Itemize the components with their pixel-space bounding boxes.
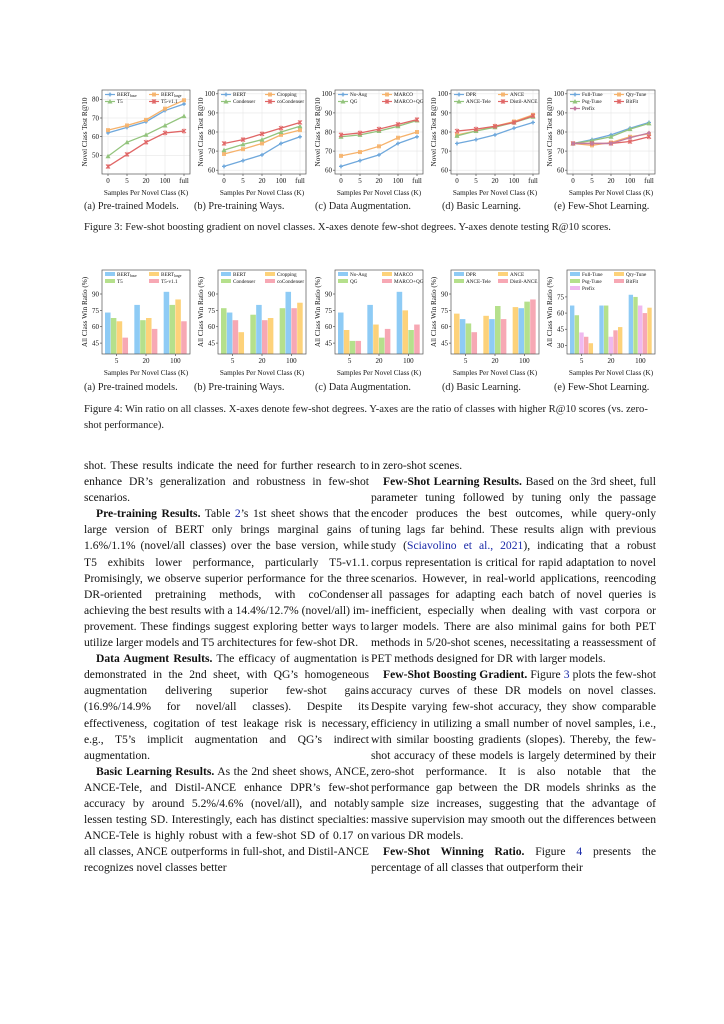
svg-text:Novel Class Test R@10: Novel Class Test R@10 (313, 97, 322, 167)
subcaption-4c: (c) Data Augmentation. (315, 382, 411, 393)
svg-text:75: 75 (208, 306, 216, 315)
svg-text:20: 20 (142, 177, 150, 185)
svg-text:75: 75 (440, 306, 448, 315)
svg-text:60: 60 (440, 166, 448, 175)
paragraph: Few-Shot Winning Ratio. Figure 4 presents the percentage of all classes that outperform their (371, 845, 656, 875)
svg-text:Samples Per Novel Class (K): Samples Per Novel Class (K) (220, 369, 305, 377)
paragraph-heading: Pre-training Results. (96, 507, 201, 521)
svg-text:100: 100 (286, 357, 297, 365)
svg-text:20: 20 (375, 357, 382, 365)
svg-text:20: 20 (142, 357, 150, 365)
fig4d-svg (429, 266, 544, 378)
svg-text:BERTbase: BERTbase (117, 92, 137, 98)
svg-text:BERT: BERT (233, 272, 247, 278)
paragraph-heading: Basic Learning Results. (96, 764, 215, 778)
fig3a-svg (80, 86, 195, 198)
figure-3b-chart (196, 86, 311, 198)
svg-text:100: 100 (204, 90, 216, 99)
svg-text:Full-Tune: Full-Tune (582, 92, 603, 98)
svg-text:full: full (295, 177, 306, 185)
svg-text:45: 45 (557, 325, 564, 334)
svg-text:Full-Tune: Full-Tune (582, 272, 603, 278)
svg-text:100: 100 (553, 90, 564, 99)
fig3e-svg (545, 86, 660, 198)
svg-text:5: 5 (474, 177, 478, 185)
svg-text:20: 20 (258, 177, 266, 185)
svg-text:Samples Per Novel Class (K): Samples Per Novel Class (K) (103, 189, 189, 197)
svg-text:5: 5 (579, 357, 584, 365)
svg-text:100: 100 (624, 177, 636, 185)
svg-text:coCondenser: coCondenser (277, 279, 305, 285)
subcaption-4a: (a) Pre-trained models. (84, 382, 178, 393)
svg-text:0: 0 (571, 177, 575, 185)
paragraph: Data Augment Results. The efficacy of augmentation is demonstrated in the 2nd sheet, with QG’s homogeneous augmentation delivering superior few-shot gains (16.9%/14.9% for novel/all classes). Despite its effectiveness, cogitation of test leakage risk is necessary, e.g., T5’s implicit augmentation and QG’s indirect augmentation. (84, 652, 369, 762)
figure-4-subcaptions (84, 382, 664, 393)
svg-text:Samples Per Novel Class (K): Samples Per Novel Class (K) (103, 369, 189, 377)
svg-text:Cropping: Cropping (277, 272, 297, 278)
svg-text:100: 100 (508, 177, 519, 185)
svg-text:100: 100 (402, 357, 414, 365)
figure-3a-chart (80, 86, 195, 198)
svg-text:0: 0 (106, 177, 110, 185)
svg-text:Samples Per Novel Class (K): Samples Per Novel Class (K) (568, 369, 654, 377)
svg-text:Prefix: Prefix (582, 286, 595, 292)
paragraph-heading: Few-Shot Winning Ratio. (383, 845, 525, 859)
svg-text:All Class Win Ratio (%): All Class Win Ratio (%) (313, 276, 322, 348)
subcaption-3a: (a) Pre-trained Models. (84, 201, 179, 212)
fig4b-svg (196, 266, 311, 378)
svg-text:No-Aug: No-Aug (349, 272, 367, 278)
svg-text:QG: QG (349, 99, 357, 105)
svg-text:5: 5 (241, 177, 245, 185)
svg-text:90: 90 (324, 290, 332, 299)
figure-4b-chart (196, 266, 311, 378)
figure-4-caption: Figure 4: Win ratio on all classes. X-axes denote few-shot degrees. Y-axes are the ratio of classes with higher R@10 scores (vs. zero-shot performance). (84, 404, 648, 431)
svg-text:70: 70 (208, 147, 216, 156)
paragraph-heading: Few-Shot Learning Results. (383, 475, 522, 489)
svg-text:Samples Per Novel Class (K): Samples Per Novel Class (K) (452, 189, 537, 197)
svg-text:BitFit: BitFit (626, 279, 639, 285)
svg-text:Novel Class Test R@10: Novel Class Test R@10 (81, 97, 89, 167)
svg-text:ANCE: ANCE (509, 92, 524, 98)
paragraph: Pre-training Results. Table 2’s 1st sheet shows that the large version of BERT only brings marginal gains of 1.6%/1.1% (novel/all classes) over the base version, while T5 exhibits lower performance, particularly T5-v1.1. Promisingly, we observe superior performance for the three DR-oriented pretraining methods, with coCondenser achieving the best results with a 14.4%/12.7% (novel/all) improvement. These findings suggest exploring better ways to utilize larger models and T5 architectures for few-shot DR. (84, 507, 369, 650)
svg-text:5: 5 (114, 357, 119, 365)
svg-text:Condenser: Condenser (233, 99, 256, 105)
svg-text:60: 60 (208, 166, 216, 175)
svg-text:70: 70 (92, 114, 99, 123)
paragraph-heading: Few-Shot Boosting Gradient. (383, 668, 528, 682)
svg-text:Distil-ANCE: Distil-ANCE (509, 99, 538, 105)
svg-text:BERTlarge: BERTlarge (161, 92, 182, 98)
svg-text:Novel Class Test R@10: Novel Class Test R@10 (429, 97, 438, 167)
svg-text:T5: T5 (117, 99, 123, 105)
svg-text:Condenser: Condenser (233, 279, 256, 285)
svg-text:5: 5 (125, 177, 129, 185)
svg-text:20: 20 (607, 177, 615, 185)
svg-text:MARCO: MARCO (393, 92, 413, 98)
svg-text:100: 100 (321, 90, 332, 99)
svg-text:full: full (179, 177, 189, 185)
svg-text:20: 20 (258, 357, 266, 365)
fig3b-svg (196, 86, 311, 198)
svg-text:20: 20 (491, 177, 499, 185)
svg-text:Novel Class Test R@10: Novel Class Test R@10 (197, 97, 206, 167)
svg-text:MARCO+QG: MARCO+QG (393, 279, 423, 285)
svg-text:Samples Per Novel Class (K): Samples Per Novel Class (K) (336, 369, 421, 377)
svg-text:100: 100 (635, 357, 646, 365)
svg-text:100: 100 (159, 177, 171, 185)
svg-text:60: 60 (557, 166, 564, 175)
figure-4a-chart (80, 266, 195, 378)
paragraph-heading: Data Augment Results. (96, 652, 213, 666)
svg-text:20: 20 (607, 357, 615, 365)
figure-3-panels (80, 86, 660, 198)
svg-text:75: 75 (557, 293, 564, 302)
svg-text:75: 75 (92, 306, 99, 315)
subcaption-4d: (d) Basic Learning. (442, 382, 521, 393)
svg-text:100: 100 (518, 357, 530, 365)
svg-text:T5: T5 (117, 279, 123, 285)
figure-4d-chart (429, 266, 544, 378)
svg-text:MARCO: MARCO (393, 272, 413, 278)
svg-text:T5-v1.1: T5-v1.1 (161, 99, 178, 105)
svg-text:5: 5 (347, 357, 351, 365)
svg-text:BERTlarge: BERTlarge (161, 272, 182, 278)
svg-text:20: 20 (375, 177, 382, 185)
svg-text:90: 90 (440, 290, 448, 299)
subcaption-3b: (b) Pre-training Ways. (194, 201, 285, 212)
svg-text:coCondenser: coCondenser (277, 99, 305, 105)
svg-text:T5-v1.1: T5-v1.1 (161, 279, 178, 285)
subcaption-4e: (e) Few-Shot Learning. (554, 382, 650, 393)
svg-text:No-Aug: No-Aug (349, 92, 367, 98)
svg-text:BERT: BERT (233, 92, 247, 98)
svg-text:5: 5 (231, 357, 235, 365)
subcaption-3d: (d) Basic Learning. (442, 201, 521, 212)
subcaption-3c: (c) Data Augmentation. (315, 201, 411, 212)
svg-text:90: 90 (208, 290, 216, 299)
citation-link[interactable]: Sciavolino et al., 2021 (407, 539, 524, 553)
svg-text:45: 45 (208, 339, 216, 348)
svg-text:60: 60 (324, 323, 332, 332)
right-column (371, 458, 656, 876)
svg-text:80: 80 (208, 128, 216, 137)
figure-4e-chart (545, 266, 660, 378)
svg-text:80: 80 (92, 95, 99, 104)
svg-text:60: 60 (92, 133, 99, 142)
svg-text:Psg-Tune: Psg-Tune (582, 279, 602, 285)
figure-4-panels (80, 266, 660, 378)
svg-text:45: 45 (324, 339, 332, 348)
citation-link[interactable]: 2 (234, 507, 241, 521)
paragraph: Basic Learning Results. As the 2nd sheet shows, ANCE, ANCE-Tele, and Distil-ANCE enhance DPR’s few-shot accuracy by around 5.2%/4.6% (novel/all), and notably lessen testing SD. Interestingly, each has distinct specialties: ANCE-Tele is highly robust with a few-shot SD of 0.17 on all classes, ANCE outperforms in full-shot, and Distil-ANCE recognizes novel classes better (84, 764, 370, 875)
svg-text:30: 30 (557, 341, 564, 350)
svg-text:Samples Per Novel Class (K): Samples Per Novel Class (K) (336, 189, 421, 197)
svg-text:DPR: DPR (465, 92, 476, 98)
fig4a-svg (80, 266, 195, 378)
svg-text:70: 70 (557, 147, 564, 156)
svg-text:MARCO+QG: MARCO+QG (393, 99, 423, 105)
svg-text:90: 90 (557, 109, 564, 118)
fig4c-svg (313, 266, 428, 378)
svg-text:Psg-Tune: Psg-Tune (582, 99, 602, 105)
svg-text:full: full (527, 177, 538, 185)
svg-text:90: 90 (92, 290, 99, 299)
figure-3e-chart (545, 86, 660, 198)
svg-text:Distil-ANCE: Distil-ANCE (509, 279, 538, 285)
svg-text:ANCE-Tele: ANCE-Tele (465, 99, 491, 105)
svg-text:100: 100 (170, 357, 181, 365)
svg-text:100: 100 (276, 177, 287, 185)
svg-text:60: 60 (440, 323, 448, 332)
svg-text:QG: QG (349, 279, 357, 285)
svg-text:90: 90 (324, 109, 332, 118)
fig4e-svg (545, 266, 660, 378)
svg-text:All Class Win Ratio (%): All Class Win Ratio (%) (546, 276, 554, 348)
svg-text:60: 60 (557, 309, 564, 318)
svg-text:Novel Class Test R@10: Novel Class Test R@10 (546, 97, 554, 167)
subcaption-4b: (b) Pre-training Ways. (194, 382, 285, 393)
svg-text:100: 100 (392, 177, 403, 185)
paragraph: shot. These results indicate the need for further research to enhance DR’s generalization and robustness in few-shot scenarios. (84, 459, 369, 505)
svg-text:0: 0 (338, 177, 343, 185)
svg-text:5: 5 (590, 177, 594, 185)
figure-3-caption: Figure 3: Few-shot boosting gradient on novel classes. X-axes denote few-shot degrees. Y-axes denote testing R@10 scores. (84, 222, 611, 233)
fig3c-svg (313, 86, 428, 198)
svg-text:Samples Per Novel Class (K): Samples Per Novel Class (K) (220, 189, 305, 197)
figure-4c-chart (313, 266, 428, 378)
svg-text:100: 100 (437, 90, 448, 99)
svg-text:80: 80 (324, 128, 332, 137)
svg-text:BERTbase: BERTbase (117, 272, 137, 278)
paragraph: in zero-shot scenes. (371, 459, 463, 472)
svg-text:DPR: DPR (465, 272, 476, 278)
svg-text:80: 80 (440, 128, 448, 137)
svg-text:0: 0 (222, 177, 226, 185)
svg-text:70: 70 (440, 147, 448, 156)
svg-text:All Class Win Ratio (%): All Class Win Ratio (%) (81, 276, 89, 348)
svg-text:Samples Per Novel Class (K): Samples Per Novel Class (K) (452, 369, 537, 377)
citation-link[interactable]: 3 (563, 668, 570, 682)
svg-text:Qry-Tune: Qry-Tune (626, 272, 647, 278)
svg-text:ANCE: ANCE (509, 272, 524, 278)
citation-link[interactable]: 4 (576, 845, 583, 859)
svg-text:90: 90 (208, 109, 216, 118)
svg-text:45: 45 (92, 339, 99, 348)
figure-3c-chart (313, 86, 428, 198)
svg-text:All Class Win Ratio (%): All Class Win Ratio (%) (429, 276, 438, 348)
svg-text:Prefix: Prefix (582, 106, 595, 112)
fig3d-svg (429, 86, 544, 198)
svg-text:80: 80 (557, 128, 564, 137)
svg-text:Qry-Tune: Qry-Tune (626, 92, 647, 98)
svg-text:All Class Win Ratio (%): All Class Win Ratio (%) (197, 276, 206, 348)
svg-text:ANCE-Tele: ANCE-Tele (465, 279, 491, 285)
svg-text:45: 45 (440, 339, 448, 348)
svg-text:Samples Per Novel Class (K): Samples Per Novel Class (K) (568, 189, 654, 197)
figure-3d-chart (429, 86, 544, 198)
svg-text:70: 70 (324, 147, 332, 156)
left-column (84, 458, 369, 876)
svg-text:5: 5 (357, 177, 362, 185)
svg-text:Cropping: Cropping (277, 92, 297, 98)
subcaption-3e: (e) Few-Shot Learning. (554, 201, 650, 212)
svg-text:0: 0 (455, 177, 459, 185)
svg-text:50: 50 (92, 151, 99, 160)
svg-text:5: 5 (463, 357, 468, 365)
svg-text:BitFit: BitFit (626, 99, 639, 105)
paragraph: Few-Shot Boosting Gradient. Figure 3 plots the few-shot accuracy curves of these DR models on novel classes. Despite varying few-shot accuracy, they show comparable efficiency in utilizing a small number of novel samples, i.e., with similar boosting gradients (slopes). Thereby, the few-shot accuracy of these models is largely determined by their zero-shot performance. It is also notable that the performance gap between the DR models shrinks as the sample size increases, suggesting that the advantage of massive supervision may smooth out the differences between various DR models. (371, 668, 656, 843)
svg-text:20: 20 (491, 357, 499, 365)
svg-text:full: full (644, 177, 654, 185)
figure-3-subcaptions (84, 201, 664, 212)
svg-text:60: 60 (208, 323, 216, 332)
svg-text:full: full (411, 177, 422, 185)
svg-text:90: 90 (440, 109, 448, 118)
paragraph: Few-Shot Learning Results. Based on the 3rd sheet, full parameter tuning followed by tuning only the passage encoder produces the best outcomes, while query-only tuning lags far behind. These results align with previous study (Sciavolino et al., 2021), indicating that a robust corpus representation is critical for rapid adaptation to novel scenarios. However, in real-world applications, reencoding all passages for adapting each batch of novel queries is inefficient, especially when dealing with vast corpora or larger models. There are also minimal gains for both PET methods in 5/20-shot scenes, necessitating a reassessment of PET methods designed for DR with larger models. (371, 475, 656, 666)
svg-text:60: 60 (324, 166, 332, 175)
svg-text:75: 75 (324, 306, 332, 315)
svg-text:60: 60 (92, 323, 99, 332)
